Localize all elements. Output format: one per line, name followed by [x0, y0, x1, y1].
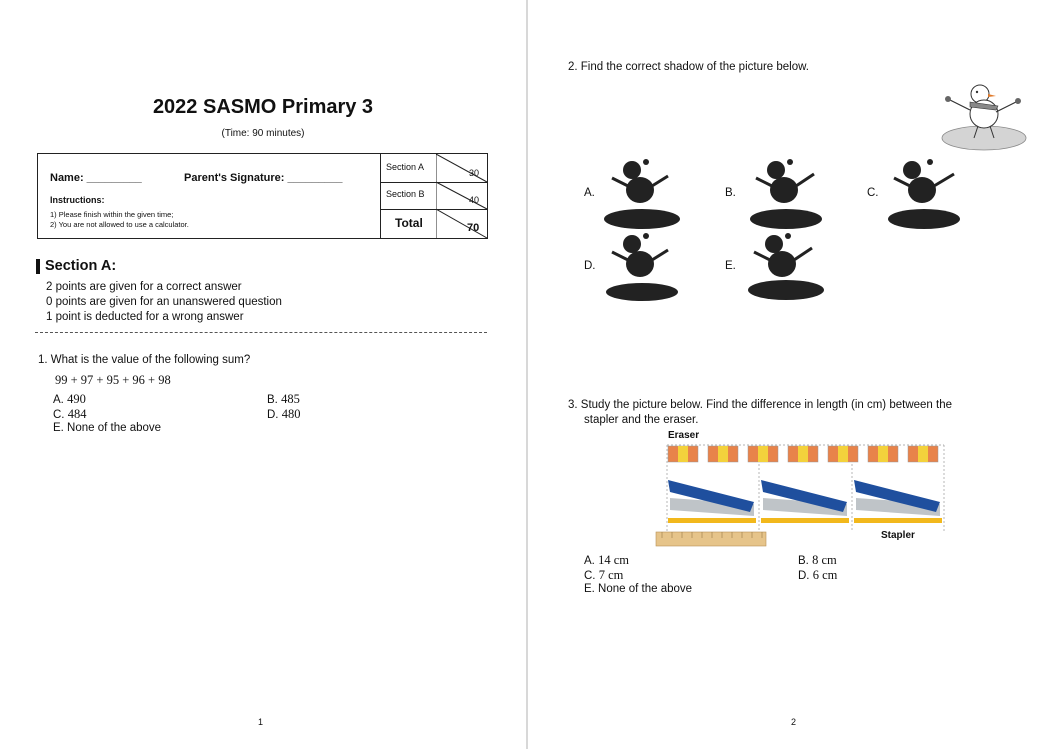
section-a-points: 30 [469, 168, 480, 178]
ruler [656, 532, 766, 546]
q2-option-a-label[interactable]: A. [584, 187, 595, 199]
page-number-1: 1 [258, 717, 264, 727]
q1-option-b[interactable]: B. 485 [267, 392, 300, 406]
q2-snowman-picture [936, 80, 1028, 154]
q3-option-c[interactable]: C. 7 cm [584, 568, 624, 582]
stapler-1 [668, 480, 756, 523]
signature-field-label: Parent's Signature: _________ [184, 172, 343, 184]
eraser-label: Eraser [668, 430, 700, 441]
q2-option-e-label[interactable]: E. [725, 260, 736, 272]
stapler-3 [854, 480, 942, 523]
section-b-label: Section B [386, 189, 425, 199]
section-a-label: Section A [386, 162, 425, 172]
total-points: 70 [467, 222, 480, 234]
page-title: 2022 SASMO Primary 3 [152, 96, 374, 118]
q3-option-d[interactable]: D. 6 cm [798, 568, 838, 582]
scoring-rule-2: 0 points are given for an unanswered question [46, 296, 282, 308]
q3-option-a[interactable]: A. 14 cm [584, 553, 629, 567]
q1-option-c[interactable]: C. 484 [53, 407, 87, 421]
instruction-1: 1) Please finish within the given time; [50, 210, 174, 219]
time-limit: (Time: 90 minutes) [221, 128, 305, 139]
q1-option-e[interactable]: E. None of the above [53, 422, 162, 434]
stapler-label: Stapler [881, 530, 915, 541]
q3-question-line2: stapler and the eraser. [584, 414, 699, 426]
q1-expression: 99 + 97 + 95 + 96 + 98 [55, 373, 171, 387]
score-cell-diagonals [436, 154, 488, 238]
q1-option-d[interactable]: D. 480 [267, 407, 301, 421]
page-number-2: 2 [791, 717, 797, 727]
q3-option-e[interactable]: E. None of the above [584, 583, 693, 595]
section-divider [35, 332, 487, 333]
name-field-label: Name: _________ [50, 172, 142, 184]
q2-shadow-a[interactable] [602, 156, 686, 232]
instructions-heading: Instructions: [50, 195, 105, 205]
section-marker-bar [36, 259, 40, 274]
q2-shadow-d[interactable] [602, 230, 686, 306]
eraser-row [668, 446, 938, 462]
q2-option-b-label[interactable]: B. [725, 187, 736, 199]
stapler-2 [761, 480, 849, 523]
q3-option-b[interactable]: B. 8 cm [798, 553, 837, 567]
q1-option-a[interactable]: A. 490 [53, 392, 86, 406]
q2-shadow-e[interactable] [742, 230, 826, 306]
section-a-title: Section A: [45, 258, 117, 274]
q2-question: 2. Find the correct shadow of the picture below. [568, 61, 809, 73]
page-1 [0, 0, 526, 749]
q2-option-c-label[interactable]: C. [867, 187, 879, 199]
q1-question: 1. What is the value of the following sum? [38, 354, 251, 366]
header-info-box [37, 153, 488, 239]
section-b-points: 40 [469, 195, 480, 205]
q2-option-d-label[interactable]: D. [584, 260, 596, 272]
page-2 [528, 0, 1053, 749]
scoring-rule-3: 1 point is deducted for a wrong answer [46, 311, 244, 323]
total-label: Total [395, 216, 423, 230]
q3-question-line1: 3. Study the picture below. Find the difference in length (in cm) between the [568, 399, 952, 411]
q2-shadow-c[interactable] [884, 156, 968, 232]
instruction-2: 2) You are not allowed to use a calculator. [50, 220, 189, 229]
q2-shadow-b[interactable] [742, 156, 826, 232]
scoring-rule-1: 2 points are given for a correct answer [46, 281, 242, 293]
